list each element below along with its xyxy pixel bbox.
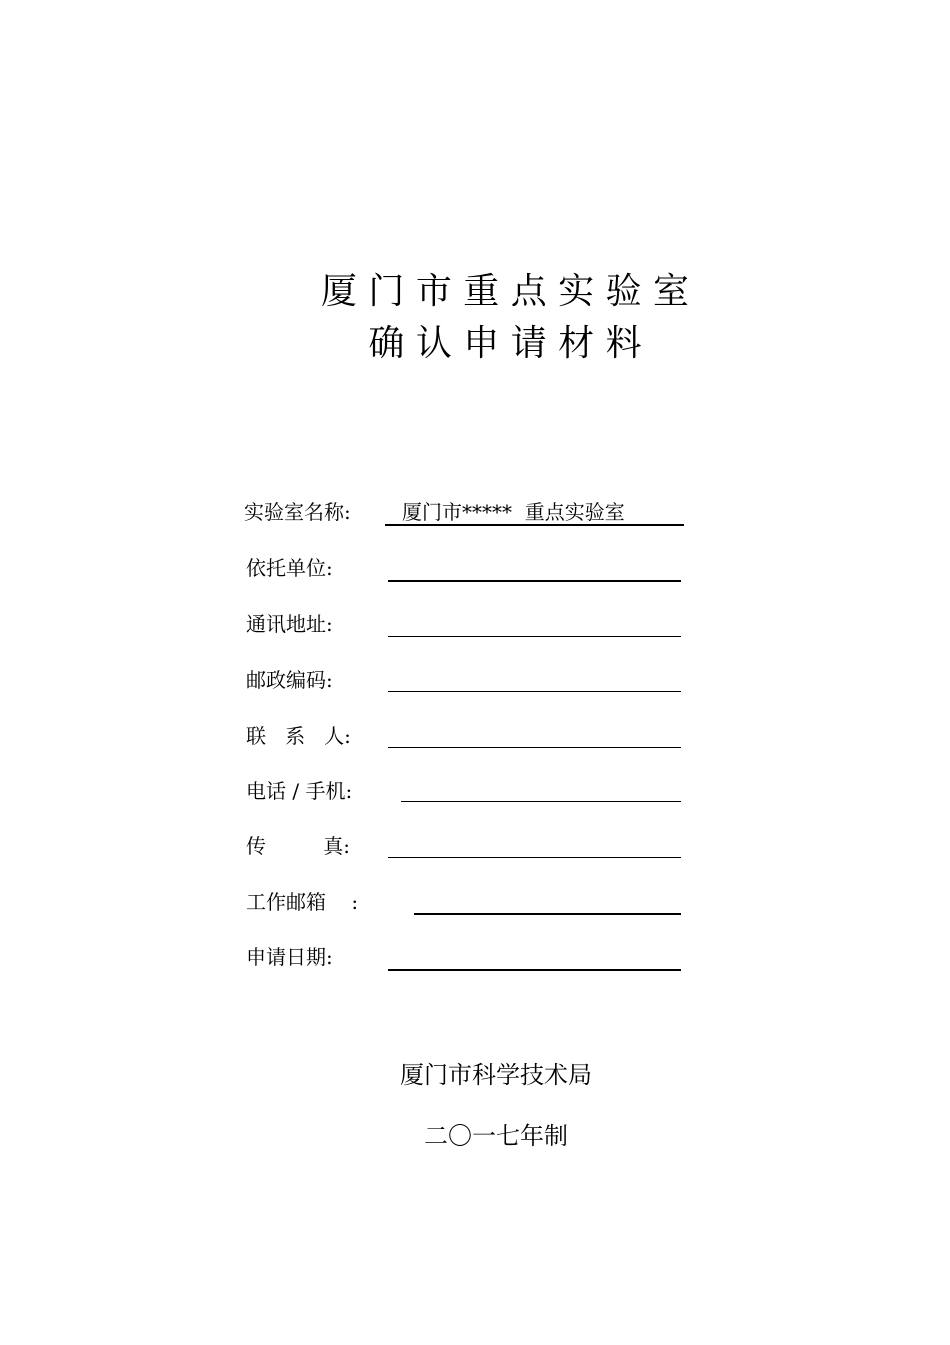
lab-name-value: 厦门市***** 重点实验室	[402, 500, 625, 524]
issue-date: 二〇一七年制	[424, 1122, 568, 1150]
work-email-underline	[414, 913, 681, 915]
fax-label: 传 真:	[246, 834, 350, 858]
contact-person-underline	[388, 747, 681, 748]
work-email-label: 工作邮箱 :	[246, 890, 359, 914]
phone-underline	[401, 801, 681, 802]
contact-person-label: 联 系 人:	[246, 724, 351, 748]
lab-name-underline	[385, 524, 684, 526]
application-date-underline	[388, 969, 681, 971]
postcode-label: 邮政编码:	[246, 668, 333, 692]
postcode-underline	[388, 691, 681, 692]
issuer-name: 厦门市科学技术局	[400, 1061, 592, 1089]
host-unit-label: 依托单位:	[246, 556, 333, 580]
address-underline	[388, 636, 681, 637]
lab-name-label: 实验室名称:	[244, 500, 351, 524]
address-label: 通讯地址:	[246, 612, 333, 636]
phone-label: 电话 / 手机:	[246, 779, 353, 803]
document-title-line1: 厦 门 市 重 点 实 验 室	[320, 271, 690, 312]
application-date-label: 申请日期:	[246, 945, 333, 969]
host-unit-underline	[388, 580, 681, 582]
document-title-line2: 确 认 申 请 材 料	[368, 323, 642, 364]
fax-underline	[388, 857, 681, 858]
